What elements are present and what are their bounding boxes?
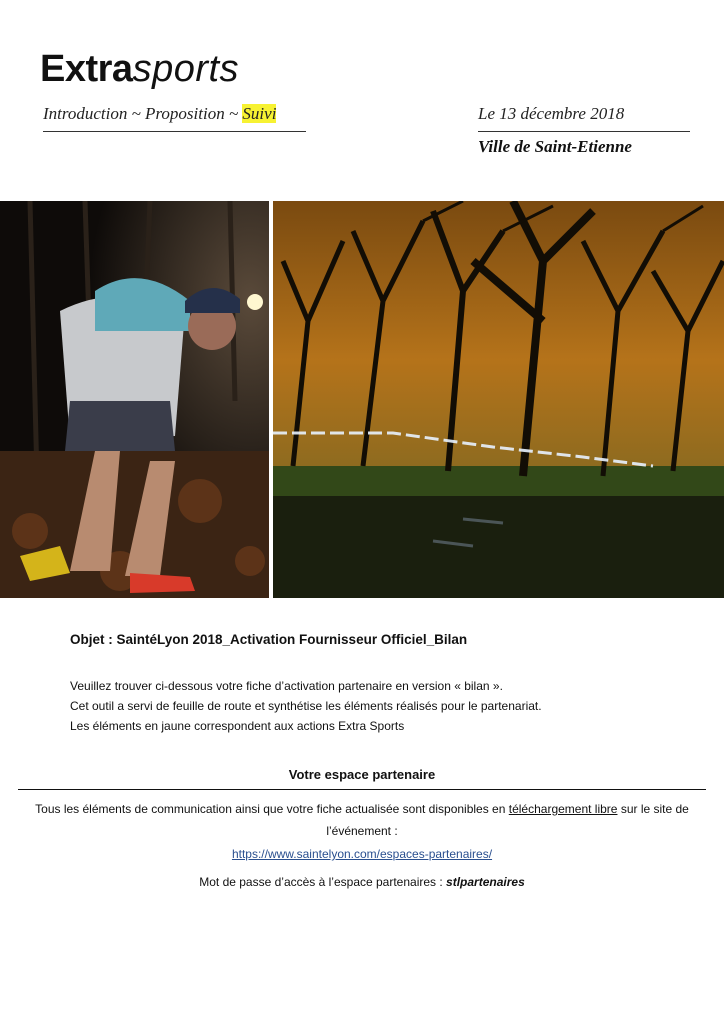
partner-space-divider (18, 789, 706, 790)
logo-bold-text: Extra (40, 48, 133, 90)
section-breadcrumb (43, 104, 276, 124)
intro-line-1: Veuillez trouver ci-dessous votre fiche d’activation partenaire en version « bilan ». (70, 679, 503, 693)
document-date: Le 13 décembre 2018 (478, 104, 625, 123)
description-text-start: Tous les éléments de communication ainsi que votre fiche actualisée sont disponibles en (35, 802, 509, 816)
password-line (0, 875, 724, 889)
recipient-city: Ville de Saint-Etienne (478, 137, 632, 156)
runner-photo (0, 201, 269, 598)
night-forest-photo (273, 201, 724, 598)
free-download-text: téléchargement libre (508, 802, 618, 816)
partner-space-title: Votre espace partenaire (288, 767, 436, 782)
partner-space-description (20, 798, 704, 842)
letter-subject: Objet : SaintéLyon 2018_Activation Fournisseur Officiel_Bilan (70, 632, 468, 647)
password-label: Mot de passe d’accès à l’espace partenaires : (199, 875, 447, 889)
intro-line-3: Les éléments en jaune correspondent aux actions Extra Sports (70, 719, 405, 733)
breadcrumb-underline (43, 131, 306, 132)
breadcrumb-current-step: Suivi (242, 104, 277, 123)
logo-italic-text: sports (132, 48, 240, 90)
description-text-end: sur le site de l’événement : (326, 802, 689, 838)
date-underline (478, 131, 690, 132)
partner-space-link[interactable]: https://www.saintelyon.com/espaces-partenaires/ (231, 847, 493, 861)
extrasports-logo (40, 48, 239, 92)
breadcrumb-steps: Introduction ~ Proposition ~ (43, 104, 243, 123)
password-value: stlpartenaires (446, 875, 525, 889)
intro-line-2: Cet outil a servi de feuille de route et synthétise les éléments réalisés pour le partenariat. (70, 699, 542, 713)
